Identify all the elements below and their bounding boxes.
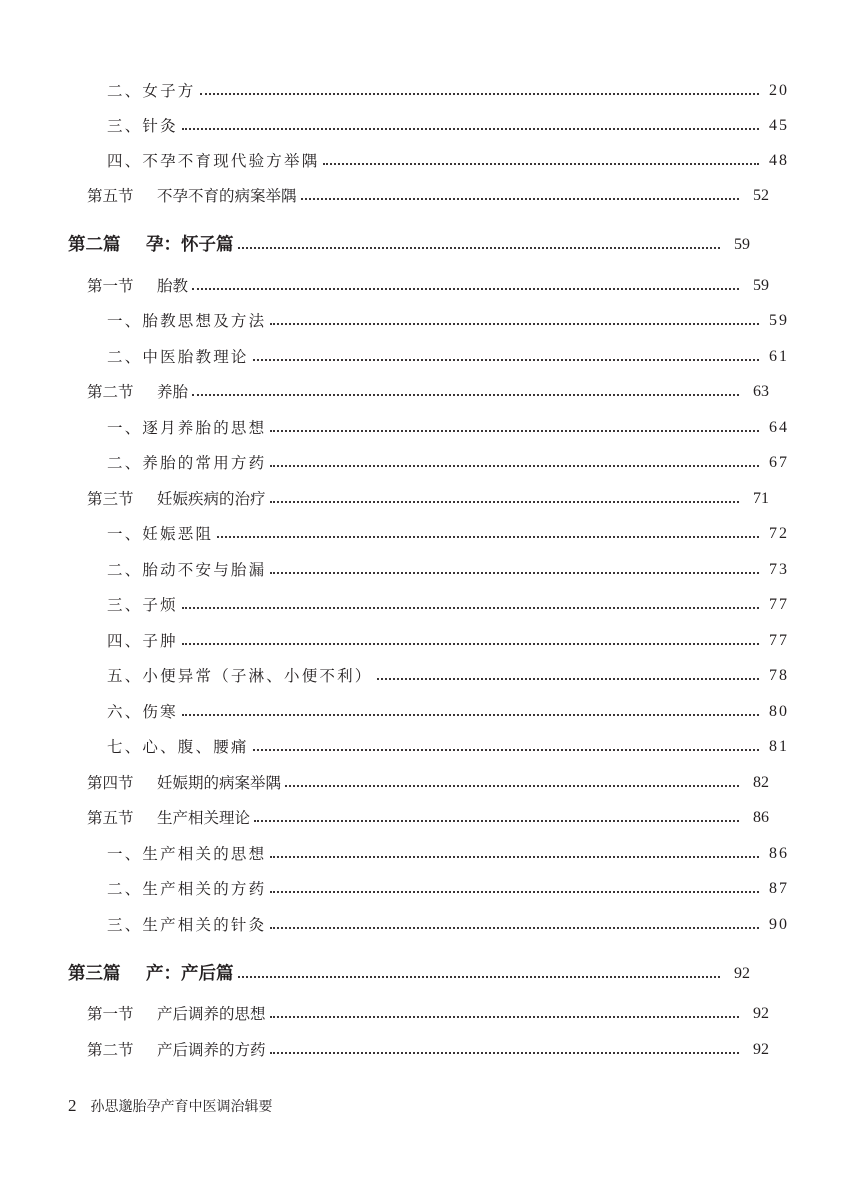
toc-entry-title bbox=[87, 771, 281, 795]
toc-entry-section bbox=[0, 487, 837, 511]
dot-leader bbox=[200, 93, 759, 95]
toc-entry-item bbox=[0, 309, 857, 333]
toc-entry-title bbox=[107, 114, 178, 138]
toc-entry-title bbox=[87, 1038, 266, 1062]
section-number: 第三节 bbox=[87, 490, 134, 508]
toc-entry-item bbox=[0, 416, 857, 440]
toc-entry-text: 一、胎教思想及方法 bbox=[107, 312, 267, 330]
dot-leader bbox=[182, 128, 759, 130]
section-number: 第二节 bbox=[87, 1041, 134, 1059]
toc-page-number: 48 bbox=[769, 152, 789, 169]
toc-entry-title bbox=[107, 735, 249, 759]
dot-leader bbox=[192, 394, 739, 396]
toc-entry-item bbox=[0, 451, 857, 475]
section-number: 第五节 bbox=[87, 187, 134, 205]
toc-entry-text: 妊娠疾病的治疗 bbox=[157, 490, 266, 508]
toc-page-number: 45 bbox=[769, 117, 789, 134]
toc-entry-text: 六、伤寒 bbox=[107, 703, 178, 721]
toc-page-number: 20 bbox=[769, 82, 789, 99]
dot-leader bbox=[182, 607, 759, 609]
dot-leader bbox=[270, 572, 759, 574]
toc-entry-text: 生产相关理论 bbox=[157, 809, 251, 827]
toc-entry-title bbox=[107, 79, 196, 103]
toc-entry-text: 三、子烦 bbox=[107, 596, 178, 614]
toc-entry-title bbox=[107, 522, 213, 546]
toc-entry-item bbox=[0, 735, 857, 759]
toc-entry-title bbox=[68, 962, 234, 986]
toc-page-number: 67 bbox=[769, 454, 789, 471]
toc-entry-title bbox=[107, 416, 266, 440]
toc-entry-text: 五、小便异常（子淋、小便不利） bbox=[107, 667, 373, 685]
toc-entry-section bbox=[0, 184, 837, 208]
toc-entry-title bbox=[87, 184, 297, 208]
toc-page-number: 86 bbox=[753, 809, 769, 826]
dot-leader bbox=[217, 536, 759, 538]
toc-entry-text: 二、中医胎教理论 bbox=[107, 348, 249, 366]
toc-page-number: 77 bbox=[769, 596, 789, 613]
toc-entry-title bbox=[107, 629, 178, 653]
dot-leader bbox=[270, 323, 759, 325]
toc-entry-text: 产后调养的思想 bbox=[157, 1005, 266, 1023]
section-number: 第一节 bbox=[87, 1005, 134, 1023]
toc-entry-text: 四、子肿 bbox=[107, 632, 178, 650]
toc-entry-text: 不孕不育的病案举隅 bbox=[157, 187, 297, 205]
toc-entry-title bbox=[87, 806, 250, 830]
dot-leader bbox=[301, 198, 739, 200]
toc-page-number: 80 bbox=[769, 703, 789, 720]
footer-page-number: 2 bbox=[68, 1096, 77, 1115]
toc-entry-title bbox=[107, 877, 266, 901]
toc-entry-item bbox=[0, 700, 857, 724]
toc-entry-section bbox=[0, 380, 837, 404]
toc-entry-text: 一、逐月养胎的思想 bbox=[107, 419, 267, 437]
toc-page-number: 82 bbox=[753, 774, 769, 791]
toc-entry-item bbox=[0, 913, 857, 937]
toc-page-number: 63 bbox=[753, 383, 769, 400]
section-number: 第五节 bbox=[87, 809, 134, 827]
dot-leader bbox=[238, 247, 721, 249]
toc-page-number: 71 bbox=[753, 490, 769, 507]
toc-entry-title bbox=[107, 700, 178, 724]
page-footer bbox=[68, 1093, 273, 1119]
dot-leader bbox=[253, 359, 759, 361]
toc-entry-item bbox=[0, 877, 857, 901]
toc-entry-title bbox=[107, 842, 266, 866]
toc-entry-item bbox=[0, 664, 857, 688]
toc-entry-section bbox=[0, 771, 837, 795]
dot-leader bbox=[270, 465, 759, 467]
toc-entry-text: 三、针灸 bbox=[107, 117, 178, 135]
toc-entry-text: 三、生产相关的针灸 bbox=[107, 916, 267, 934]
toc-page-number: 86 bbox=[769, 845, 789, 862]
toc-entry-title bbox=[68, 233, 234, 257]
toc-entry-text: 胎教 bbox=[157, 277, 189, 295]
dot-leader bbox=[270, 430, 759, 432]
toc-entry-text: 四、不孕不育现代验方举隅 bbox=[107, 152, 320, 170]
section-number: 第四节 bbox=[87, 774, 134, 792]
toc-entry-title bbox=[107, 913, 266, 937]
dot-leader bbox=[192, 288, 739, 290]
toc-entry-item bbox=[0, 522, 857, 546]
toc-entry-text: 养胎 bbox=[157, 383, 189, 401]
toc-entry-part bbox=[0, 233, 818, 257]
section-number: 第二节 bbox=[87, 383, 134, 401]
part-number: 第三篇 bbox=[68, 964, 121, 984]
toc-entry-text: 产后调养的方药 bbox=[157, 1041, 266, 1059]
toc-page-number: 92 bbox=[753, 1005, 769, 1022]
toc-page-number: 81 bbox=[769, 738, 789, 755]
toc-page-number: 64 bbox=[769, 419, 789, 436]
toc-entry-title bbox=[87, 1002, 266, 1026]
dot-leader bbox=[238, 976, 721, 978]
dot-leader bbox=[270, 1052, 739, 1054]
toc-entry-text: 妊娠期的病案举隅 bbox=[157, 774, 282, 792]
dot-leader bbox=[270, 856, 759, 858]
dot-leader bbox=[270, 1016, 739, 1018]
dot-leader bbox=[182, 714, 759, 716]
toc-entry-text: 二、生产相关的方药 bbox=[107, 880, 267, 898]
footer-book-title: 孙思邈胎孕产育中医调治辑要 bbox=[90, 1099, 273, 1115]
dot-leader bbox=[270, 927, 759, 929]
dot-leader bbox=[285, 785, 739, 787]
dot-leader bbox=[270, 501, 739, 503]
toc-page-number: 59 bbox=[753, 277, 769, 294]
toc-page-number: 61 bbox=[769, 348, 789, 365]
toc-entry-text: 二、女子方 bbox=[107, 82, 196, 100]
toc-entry-title bbox=[87, 274, 188, 298]
toc-entry-title bbox=[107, 345, 249, 369]
toc-entry-text: 二、养胎的常用方药 bbox=[107, 454, 267, 472]
toc-entry-item bbox=[0, 558, 857, 582]
toc-entry-title bbox=[87, 380, 188, 404]
dot-leader bbox=[377, 678, 759, 680]
toc-entry-text: 七、心、腹、腰痛 bbox=[107, 738, 249, 756]
toc-page-number: 90 bbox=[769, 916, 789, 933]
dot-leader bbox=[253, 749, 759, 751]
dot-leader bbox=[323, 163, 759, 165]
toc-entry-title bbox=[107, 558, 266, 582]
toc-entry-text: 二、胎动不安与胎漏 bbox=[107, 561, 267, 579]
toc-entry-section bbox=[0, 1038, 837, 1062]
toc-entry-item bbox=[0, 345, 857, 369]
toc-entry-item bbox=[0, 79, 857, 103]
toc-page-number: 78 bbox=[769, 667, 789, 684]
toc-page-number: 87 bbox=[769, 880, 789, 897]
toc-entry-item bbox=[0, 629, 857, 653]
section-number: 第一节 bbox=[87, 277, 134, 295]
toc-entry-title bbox=[107, 149, 319, 173]
toc-entry-text: 一、妊娠恶阻 bbox=[107, 525, 214, 543]
toc-page-number: 59 bbox=[734, 236, 750, 253]
toc-entry-title bbox=[87, 487, 266, 511]
dot-leader bbox=[182, 643, 759, 645]
toc-entry-section bbox=[0, 806, 837, 830]
toc-entry-item bbox=[0, 114, 857, 138]
toc-entry-section bbox=[0, 274, 837, 298]
toc-entry-item bbox=[0, 593, 857, 617]
toc-entry-section bbox=[0, 1002, 837, 1026]
toc-entry-title bbox=[107, 309, 266, 333]
toc-page-number: 52 bbox=[753, 187, 769, 204]
part-number: 第二篇 bbox=[68, 235, 121, 255]
toc-page-number: 59 bbox=[769, 312, 789, 329]
toc-page-number: 92 bbox=[753, 1041, 769, 1058]
toc-page-number: 77 bbox=[769, 632, 789, 649]
dot-leader bbox=[270, 891, 759, 893]
toc-entry-title bbox=[107, 593, 178, 617]
toc-page-number: 92 bbox=[734, 965, 750, 982]
toc-entry-title bbox=[107, 451, 266, 475]
toc-entry-text: 孕：怀子篇 bbox=[146, 235, 234, 255]
toc-entry-text: 产：产后篇 bbox=[146, 964, 234, 984]
toc-entry-title bbox=[107, 664, 373, 688]
toc-entry-text: 一、生产相关的思想 bbox=[107, 845, 267, 863]
dot-leader bbox=[254, 820, 739, 822]
toc-page-number: 72 bbox=[769, 525, 789, 542]
toc-entry-item bbox=[0, 149, 857, 173]
toc-entry-item bbox=[0, 842, 857, 866]
toc-entry-part bbox=[0, 962, 818, 986]
toc-page-number: 73 bbox=[769, 561, 789, 578]
